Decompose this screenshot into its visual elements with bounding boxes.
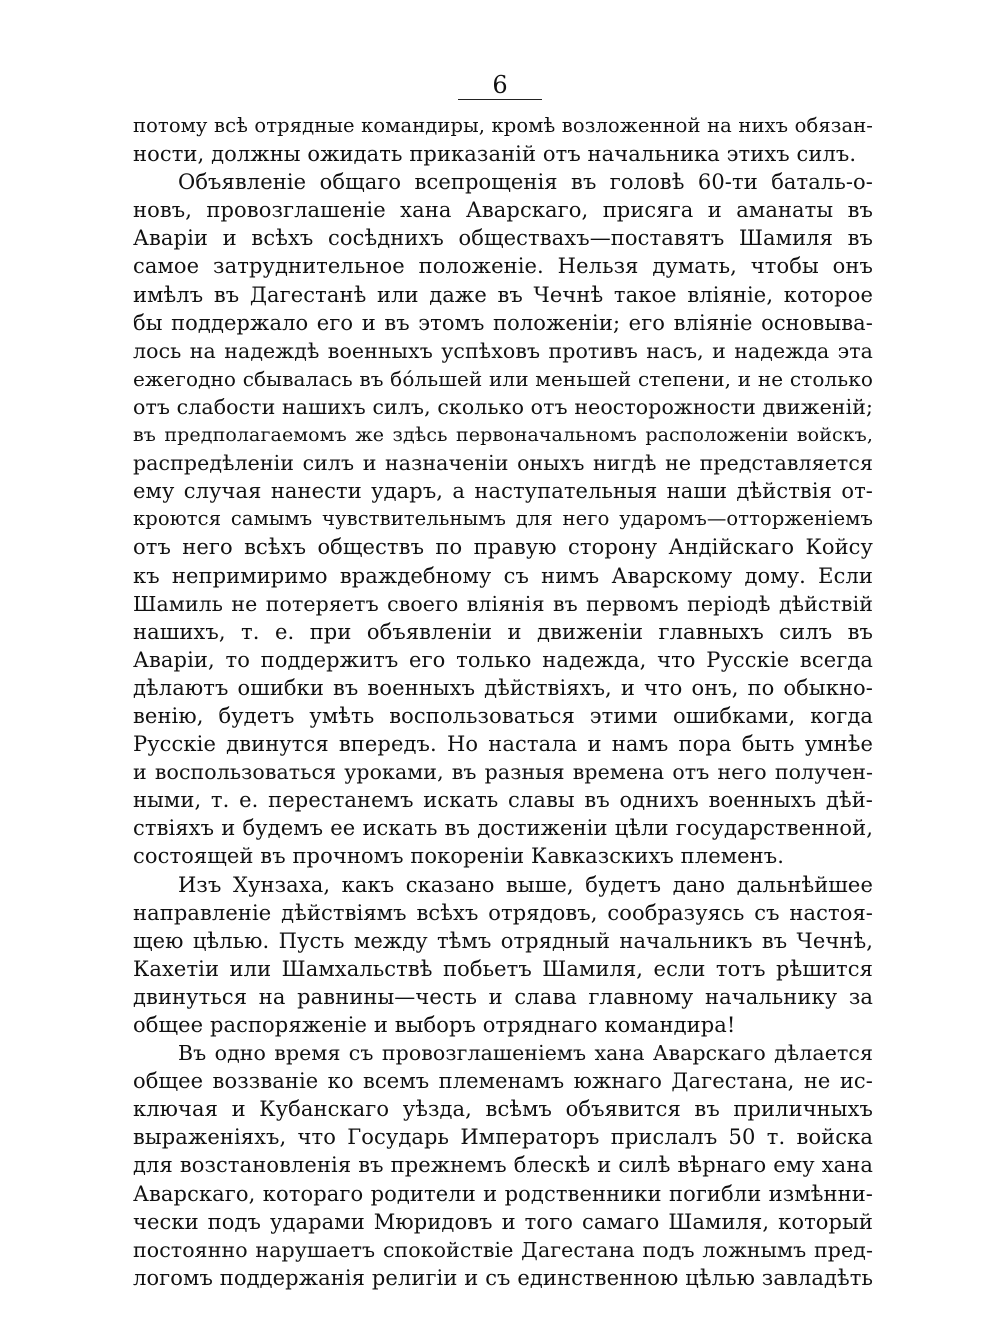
text-line: Аваріи и всѣхъ сосѣднихъ обществахъ—поставятъ Шамиля въ <box>133 226 873 251</box>
text-line: ности, должны ожидать приказаній отъ начальника этихъ силъ. <box>133 142 857 167</box>
text-line: общее воззваніе ко всемъ племенамъ южнаго Дагестана, не ис- <box>133 1069 873 1094</box>
text-line: Кахетіи или Шамхальствѣ побьетъ Шамиля, если тотъ рѣшится <box>133 956 873 981</box>
text-line: отъ слабости нашихъ силъ, сколько отъ неосторожности движеній; <box>133 394 873 419</box>
text-line: въ предполагаемомъ же здѣсь первоначальномъ расположеніи войскъ, <box>133 424 873 447</box>
body-text <box>133 112 873 1292</box>
text-line: логомъ поддержанія религіи и съ единственною цѣлью завладѣть <box>133 1265 873 1290</box>
page-number: 6 <box>492 71 508 99</box>
text-line: и воспользоваться уроками, въ разныя времена отъ него получен- <box>133 760 873 785</box>
text-line: направленіе дѣйствіямъ всѣхъ отрядовъ, сообразуясь съ настоя- <box>133 900 873 925</box>
text-line: бы поддержало его и въ этомъ положеніи; его вліяніе основыва- <box>133 310 873 335</box>
text-line: нашихъ, т. е. при объявленіи и движеніи главныхъ силъ въ <box>133 619 873 644</box>
text-line: дѣлаютъ ошибки въ военныхъ дѣйствіяхъ, и что онъ, по обыкно- <box>133 675 873 700</box>
text-line: венію, будетъ умѣть воспользоваться этими ошибками, когда <box>133 703 873 728</box>
page-number-rule <box>458 99 542 100</box>
text-line: къ непримиримо враждебному съ нимъ Аварскому дому. Если <box>133 563 873 588</box>
text-line: Шамиль не потеряетъ своего вліянія въ первомъ періодѣ дѣйствій <box>133 591 873 616</box>
text-line: ными, т. е. перестанемъ искать славы въ однихъ военныхъ дѣй- <box>133 788 873 813</box>
text-line: для возстановленія въ прежнемъ блескѣ и силѣ вѣрнаго ему хана <box>133 1153 873 1178</box>
text-line: отъ него всѣхъ обществъ по правую сторону Андійскаго Койсу <box>133 535 873 560</box>
text-line: состоящей въ прочномъ покореніи Кавказскихъ племенъ. <box>133 844 785 869</box>
text-line: Аварскаго, котораго родители и родственники погибли измѣнни- <box>133 1181 873 1206</box>
text-line: распредѣленіи силъ и назначеніи оныхъ нигдѣ не представляется <box>133 451 873 476</box>
text-line: Въ одно время съ провозглашеніемъ хана Аварскаго дѣлается <box>178 1041 873 1066</box>
text-line: ежегодно сбывалась въ бóльшей или меньшей степени, и не столько <box>133 366 873 391</box>
text-line: самое затруднительное положеніе. Нельзя думать, чтобы онъ <box>133 254 873 279</box>
text-line: двинуться на равнины—честь и слава главному начальнику за <box>133 984 873 1009</box>
text-line: общее распоряженіе и выборъ отряднаго командира! <box>133 1013 736 1037</box>
text-line: Изъ Хунзаха, какъ сказано выше, будетъ дано дальнѣйшее <box>178 872 873 897</box>
text-line: Русскіе двинутся впередъ. Но настала и намъ пора быть умнѣе <box>133 732 873 757</box>
text-line: Аваріи, то поддержитъ его только надежда, что Русскіе всегда <box>133 647 873 672</box>
text-line: выраженіяхъ, что Государь Императоръ прислалъ 50 т. войска <box>133 1125 873 1150</box>
text-line: кроются самымъ чувствительнымъ для него ударомъ—отторженіемъ <box>133 507 873 531</box>
text-line: ствіяхъ и будемъ ее искать въ достиженіи цѣли государственной, <box>133 816 873 841</box>
text-line: Объявленіе общаго всепрощенія въ головѣ 60-ти баталь-о- <box>178 170 873 195</box>
text-line: потому всѣ отрядные командиры, кромѣ возложенной на нихъ обязан- <box>133 114 873 137</box>
text-line: имѣлъ въ Дагестанѣ или даже въ Чечнѣ такое вліяніе, которое <box>133 282 873 307</box>
text-line: ключая и Кубанскаго уѣзда, всѣмъ объявится въ приличныхъ <box>133 1097 873 1122</box>
text-line: ему случая нанести ударъ, а наступательныя наши дѣйствія от- <box>133 479 873 504</box>
text-line: лось на надеждѣ военныхъ успѣховъ противъ насъ, и надежда эта <box>133 338 873 363</box>
text-line: щею цѣлью. Пусть между тѣмъ отрядный начальникъ въ Чечнѣ, <box>133 928 873 953</box>
text-line: чески подъ ударами Мюридовъ и того самаго Шамиля, который <box>133 1209 873 1234</box>
text-line: новъ, провозглашеніе хана Аварскаго, присяга и аманаты въ <box>133 198 873 223</box>
text-line: постоянно нарушаетъ спокойствіе Дагестана подъ ложнымъ пред- <box>133 1237 873 1262</box>
